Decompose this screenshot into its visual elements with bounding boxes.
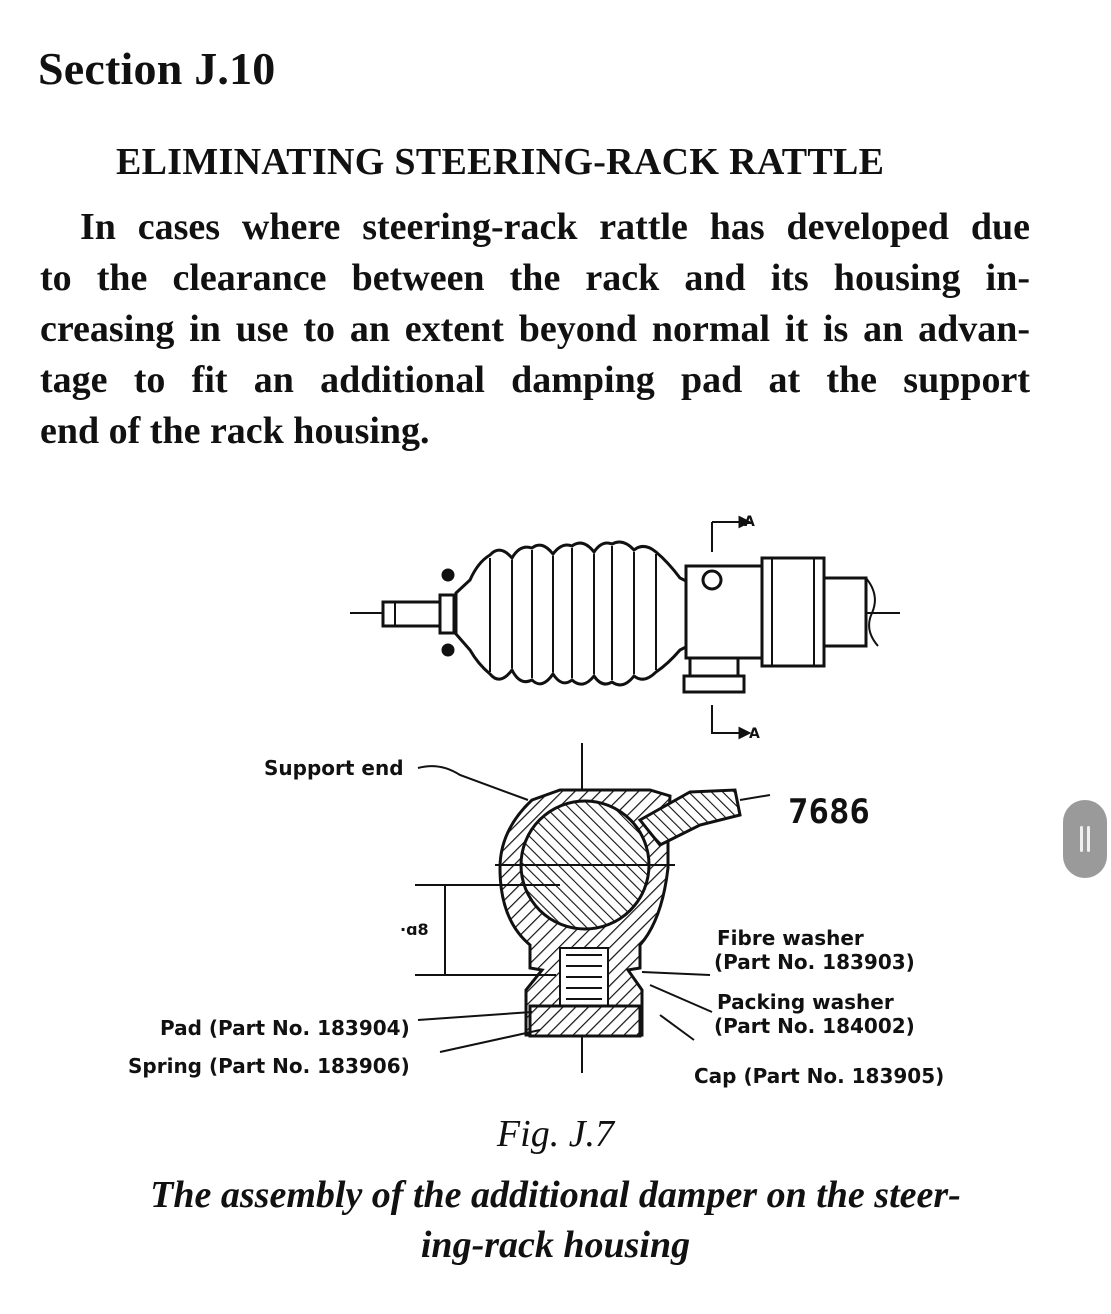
body-line: creasing in use to an extent beyond normal it is an advan-: [40, 308, 1030, 350]
caption-line: The assembly of the additional damper on the steer-: [150, 1174, 961, 1216]
body-line: to the clearance between the rack and its housing in-: [40, 257, 1030, 299]
technical-drawing: [0, 500, 1111, 1100]
label-pad: Pad (Part No. 183904): [160, 1016, 410, 1040]
rack-elevation: [350, 518, 900, 737]
grip-icon: [1087, 826, 1090, 852]
figure-number: Fig. J.7: [496, 1113, 615, 1155]
label-fibre-washer-part: (Part No. 183903): [714, 950, 915, 974]
section-title: Section J.10: [38, 43, 276, 94]
label-spring: Spring (Part No. 183906): [128, 1054, 410, 1078]
label-fibre-washer: Fibre washer: [717, 926, 864, 950]
section-marker-bottom: A: [749, 726, 760, 742]
label-packing-washer: Packing washer: [717, 990, 894, 1014]
body-line: In cases where steering-rack rattle has developed due: [80, 206, 1030, 248]
grip-icon: [1080, 826, 1083, 852]
handwritten-note: 7686: [788, 792, 870, 832]
dimension-mark: ·ɑ8: [400, 920, 429, 939]
label-packing-washer-part: (Part No. 184002): [714, 1014, 915, 1038]
page-heading: ELIMINATING STEERING-RACK RATTLE: [116, 141, 885, 183]
section-marker-top: A: [744, 514, 755, 530]
scroll-handle[interactable]: [1063, 800, 1107, 878]
damper-cross-section: [415, 743, 740, 1073]
caption-line: ing-rack housing: [420, 1224, 691, 1266]
body-paragraph: [40, 202, 1030, 457]
body-line: end of the rack housing.: [40, 410, 430, 452]
body-line: tage to fit an additional damping pad at the support: [40, 359, 1030, 401]
label-support-end: Support end: [264, 756, 404, 780]
figure-caption: [40, 1170, 1071, 1270]
figure-steering-rack-damper: [0, 500, 1111, 1100]
label-cap: Cap (Part No. 183905): [694, 1064, 945, 1088]
